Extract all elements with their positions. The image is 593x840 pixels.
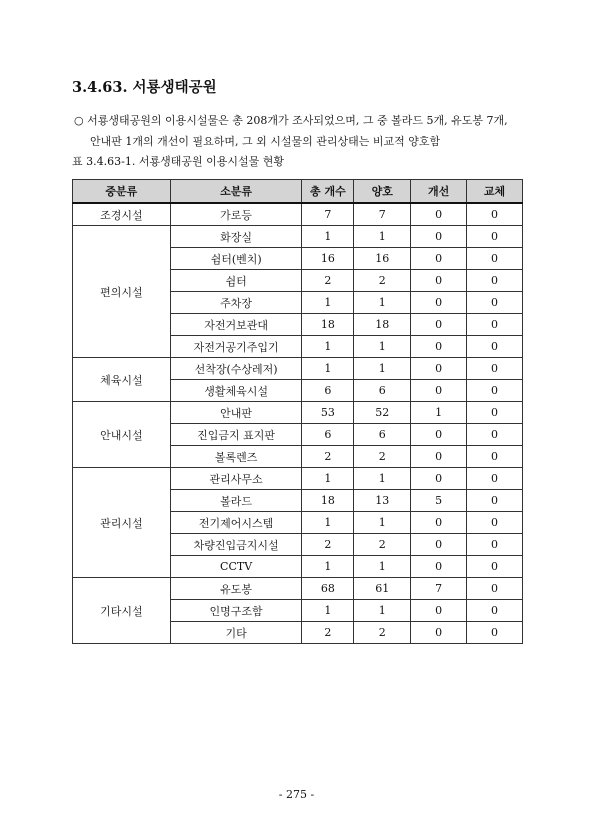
cell-total: 18	[302, 314, 354, 336]
cell-replace: 0	[467, 336, 523, 358]
cell-replace: 0	[467, 380, 523, 402]
cell-total: 68	[302, 578, 354, 600]
section-heading: 3.4.63. 서룡생태공원	[72, 79, 217, 96]
cell-replace: 0	[467, 600, 523, 622]
cell-subcategory: 자전거공기주입기	[170, 336, 302, 358]
cell-total: 1	[302, 358, 354, 380]
cell-improve: 0	[411, 292, 467, 314]
cell-replace: 0	[467, 534, 523, 556]
cell-improve: 0	[411, 424, 467, 446]
cell-replace: 0	[467, 622, 523, 644]
header-total: 총 개수	[302, 180, 354, 204]
cell-subcategory: 관리사무소	[170, 468, 302, 490]
cell-category: 관리시설	[73, 468, 171, 578]
cell-improve: 0	[411, 270, 467, 292]
cell-total: 16	[302, 248, 354, 270]
cell-replace: 0	[467, 424, 523, 446]
cell-category: 안내시설	[73, 402, 171, 468]
cell-good: 1	[354, 468, 411, 490]
cell-replace: 0	[467, 512, 523, 534]
cell-improve: 1	[411, 402, 467, 424]
cell-total: 2	[302, 534, 354, 556]
cell-replace: 0	[467, 578, 523, 600]
table-row	[73, 226, 523, 248]
table-row	[73, 468, 523, 490]
cell-replace: 0	[467, 203, 523, 226]
page-number: - 275 -	[278, 788, 315, 801]
cell-replace: 0	[467, 402, 523, 424]
cell-good: 52	[354, 402, 411, 424]
cell-total: 6	[302, 424, 354, 446]
cell-replace: 0	[467, 270, 523, 292]
cell-improve: 0	[411, 358, 467, 380]
cell-good: 1	[354, 292, 411, 314]
cell-improve: 0	[411, 336, 467, 358]
cell-improve: 0	[411, 380, 467, 402]
cell-good: 2	[354, 270, 411, 292]
cell-improve: 0	[411, 622, 467, 644]
cell-total: 2	[302, 270, 354, 292]
cell-subcategory: 자전거보관대	[170, 314, 302, 336]
table-body	[73, 203, 523, 644]
cell-category: 기타시설	[73, 578, 171, 644]
cell-total: 1	[302, 336, 354, 358]
cell-improve: 0	[411, 248, 467, 270]
cell-total: 1	[302, 226, 354, 248]
cell-subcategory: 쉼터(벤치)	[170, 248, 302, 270]
table-row	[73, 578, 523, 600]
cell-good: 2	[354, 446, 411, 468]
header-category: 중분류	[73, 180, 171, 204]
table-caption: 표 3.4.63-1. 서룡생태공원 이용시설물 현황	[72, 155, 284, 168]
table-header-row	[73, 180, 523, 204]
cell-replace: 0	[467, 468, 523, 490]
cell-total: 1	[302, 468, 354, 490]
cell-good: 1	[354, 336, 411, 358]
cell-total: 18	[302, 490, 354, 512]
summary-paragraph	[74, 110, 534, 152]
header-good: 양호	[354, 180, 411, 204]
cell-subcategory: 전기제어시스템	[170, 512, 302, 534]
cell-subcategory: 안내판	[170, 402, 302, 424]
cell-good: 1	[354, 226, 411, 248]
table-row	[73, 203, 523, 226]
cell-subcategory: 주차장	[170, 292, 302, 314]
cell-replace: 0	[467, 292, 523, 314]
cell-good: 6	[354, 380, 411, 402]
cell-subcategory: 가로등	[170, 203, 302, 226]
cell-improve: 5	[411, 490, 467, 512]
header-improve: 개선	[411, 180, 467, 204]
cell-total: 2	[302, 622, 354, 644]
summary-line-2: 안내판 1개의 개선이 필요하며, 그 외 시설물의 관리상태는 비교적 양호함	[90, 135, 441, 148]
cell-total: 1	[302, 600, 354, 622]
cell-category: 편의시설	[73, 226, 171, 358]
cell-replace: 0	[467, 490, 523, 512]
cell-subcategory: CCTV	[170, 556, 302, 578]
cell-subcategory: 생활체육시설	[170, 380, 302, 402]
cell-category: 체육시설	[73, 358, 171, 402]
cell-good: 2	[354, 622, 411, 644]
cell-subcategory: 쉼터	[170, 270, 302, 292]
cell-total: 7	[302, 203, 354, 226]
cell-total: 6	[302, 380, 354, 402]
cell-replace: 0	[467, 314, 523, 336]
facility-status-table	[72, 179, 523, 644]
cell-improve: 7	[411, 578, 467, 600]
cell-subcategory: 볼록렌즈	[170, 446, 302, 468]
cell-subcategory: 선착장(수상레저)	[170, 358, 302, 380]
cell-improve: 0	[411, 446, 467, 468]
cell-subcategory: 진입금지 표지판	[170, 424, 302, 446]
cell-good: 1	[354, 556, 411, 578]
cell-improve: 0	[411, 314, 467, 336]
cell-good: 1	[354, 358, 411, 380]
cell-replace: 0	[467, 226, 523, 248]
cell-good: 13	[354, 490, 411, 512]
cell-good: 1	[354, 512, 411, 534]
header-replace: 교체	[467, 180, 523, 204]
cell-improve: 0	[411, 512, 467, 534]
table-row	[73, 402, 523, 424]
cell-subcategory: 볼라드	[170, 490, 302, 512]
table-row	[73, 358, 523, 380]
cell-improve: 0	[411, 226, 467, 248]
cell-good: 7	[354, 203, 411, 226]
summary-line-1: ○ 서룡생태공원의 이용시설물은 총 208개가 조사되었으며, 그 중 볼라드 5개, 유도봉 7개,	[74, 114, 508, 127]
cell-subcategory: 기타	[170, 622, 302, 644]
cell-replace: 0	[467, 358, 523, 380]
cell-good: 6	[354, 424, 411, 446]
cell-good: 1	[354, 600, 411, 622]
cell-improve: 0	[411, 600, 467, 622]
cell-improve: 0	[411, 534, 467, 556]
cell-total: 2	[302, 446, 354, 468]
cell-total: 53	[302, 402, 354, 424]
cell-total: 1	[302, 292, 354, 314]
cell-subcategory: 유도봉	[170, 578, 302, 600]
cell-replace: 0	[467, 556, 523, 578]
cell-total: 1	[302, 512, 354, 534]
cell-good: 18	[354, 314, 411, 336]
cell-subcategory: 인명구조함	[170, 600, 302, 622]
cell-improve: 0	[411, 556, 467, 578]
header-subcategory: 소분류	[170, 180, 302, 204]
cell-good: 61	[354, 578, 411, 600]
cell-good: 2	[354, 534, 411, 556]
cell-total: 1	[302, 556, 354, 578]
cell-improve: 0	[411, 468, 467, 490]
cell-subcategory: 차량진입금지시설	[170, 534, 302, 556]
cell-replace: 0	[467, 248, 523, 270]
cell-good: 16	[354, 248, 411, 270]
cell-subcategory: 화장실	[170, 226, 302, 248]
cell-replace: 0	[467, 446, 523, 468]
cell-category: 조경시설	[73, 203, 171, 226]
cell-improve: 0	[411, 203, 467, 226]
